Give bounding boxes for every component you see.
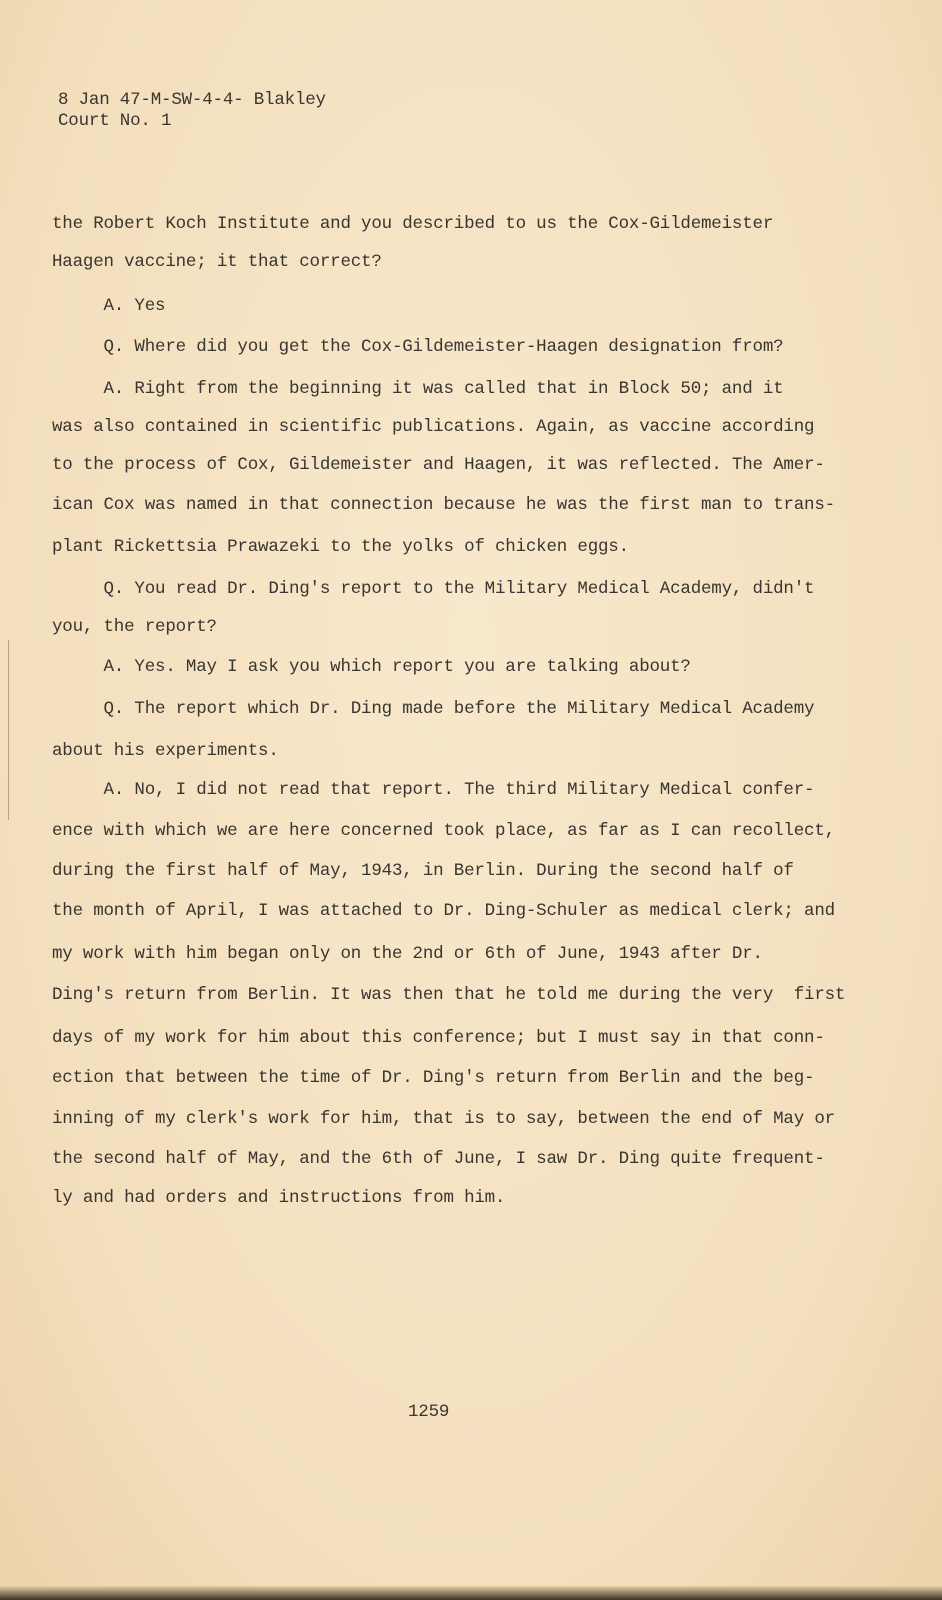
page-bottom-shadow <box>0 1586 942 1600</box>
text-line: the month of April, I was attached to Dr. Ding-Schuler as medical clerk; and <box>52 901 835 921</box>
text-line: you, the report? <box>52 617 217 637</box>
text-line: was also contained in scientific publications. Again, as vaccine according <box>52 417 815 437</box>
text-line: A. Right from the beginning it was called that in Block 50; and it <box>52 379 784 399</box>
text-line: A. Yes. May I ask you which report you are talking about? <box>52 657 691 677</box>
text-line: ly and had orders and instructions from him. <box>52 1188 506 1208</box>
text-line: Ding's return from Berlin. It was then that he told me during the very first <box>52 985 846 1005</box>
text-line: Haagen vaccine; it that correct? <box>52 252 382 272</box>
document-header-court: Court No. 1 <box>58 111 172 131</box>
text-line: ence with which we are here concerned took place, as far as I can recollect, <box>52 821 835 841</box>
page-number: 1259 <box>408 1402 450 1422</box>
text-line: plant Rickettsia Prawazeki to the yolks of chicken eggs. <box>52 537 629 557</box>
text-line: the second half of May, and the 6th of June, I saw Dr. Ding quite frequent- <box>52 1149 825 1169</box>
text-line: about his experiments. <box>52 741 279 761</box>
text-line: to the process of Cox, Gildemeister and Haagen, it was reflected. The Amer- <box>52 455 825 475</box>
text-line: my work with him began only on the 2nd or 6th of June, 1943 after Dr. <box>52 944 763 964</box>
text-line: days of my work for him about this conference; but I must say in that conn- <box>52 1028 825 1048</box>
text-line: during the first half of May, 1943, in Berlin. During the second half of <box>52 861 794 881</box>
text-line: A. Yes <box>52 296 166 316</box>
text-line: the Robert Koch Institute and you described to us the Cox-Gildemeister <box>52 214 774 234</box>
text-line: Q. The report which Dr. Ding made before the Military Medical Academy <box>52 699 815 719</box>
text-line: inning of my clerk's work for him, that is to say, between the end of May or <box>52 1109 835 1129</box>
text-line: ican Cox was named in that connection because he was the first man to trans- <box>52 495 835 515</box>
text-line: Q. You read Dr. Ding's report to the Military Medical Academy, didn't <box>52 579 815 599</box>
page-edge-mark <box>8 640 9 820</box>
text-line: ection that between the time of Dr. Ding's return from Berlin and the beg- <box>52 1068 815 1088</box>
document-header-reference: 8 Jan 47-M-SW-4-4- Blakley <box>58 90 326 110</box>
text-line: Q. Where did you get the Cox-Gildemeister-Haagen designation from? <box>52 337 784 357</box>
text-line: A. No, I did not read that report. The third Military Medical confer- <box>52 780 815 800</box>
